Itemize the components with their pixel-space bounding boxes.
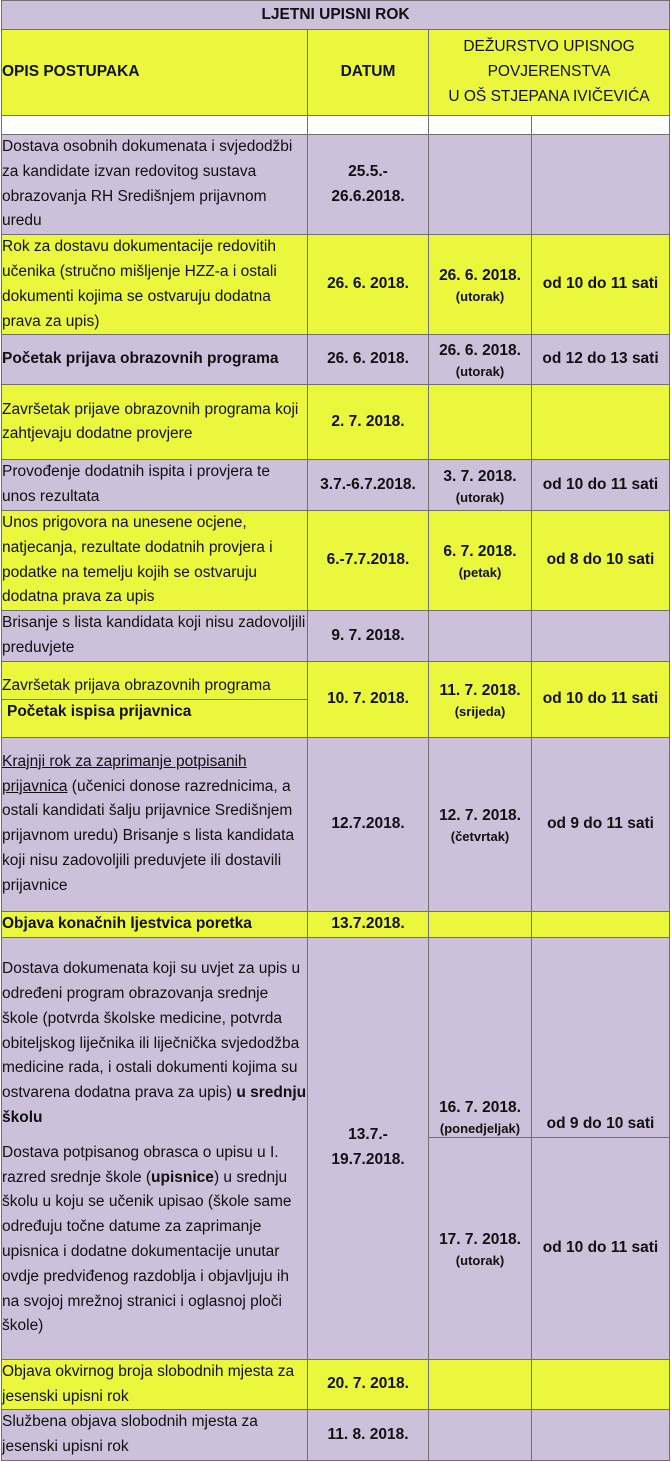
row-description: Unos prigovora na unesene ocjene, natjecanja, rezultate dodatnih provjera i podatke na temelju kojih se ostvaruju dodatna prava za upis [2, 510, 308, 610]
header-duty-line1: DEŽURSTVO UPISNOG [463, 38, 635, 56]
row-duty-date: 6. 7. 2018. (petak) [429, 510, 532, 610]
row-duty-time: od 9 do 11 sati [532, 737, 670, 911]
row-description: Provođenje dodatnih ispita i provjera te unos rezultata [2, 460, 308, 511]
row-duty-date [429, 1410, 532, 1461]
row-duty-day: (utorak) [455, 289, 505, 305]
header-duty-line2: POVJERENSTVA [487, 63, 611, 81]
row-date: 3.7.-6.7.2018. [308, 460, 429, 511]
row-duty-day: (srijeda) [454, 703, 506, 719]
table-row [2, 510, 670, 610]
row-description: Objava konačnih ljestvica poretka [2, 911, 308, 937]
row-date: 12.7.2018. [308, 737, 429, 911]
row-duty-time [532, 1359, 670, 1410]
row-duty-time: od 10 do 11 sati [532, 235, 670, 335]
table-row [2, 135, 670, 235]
table-row [2, 235, 670, 335]
row-date: 25.5.- 26.6.2018. [308, 135, 429, 235]
table-row [2, 661, 670, 737]
table-row [2, 385, 670, 460]
row-duty-date [429, 135, 532, 235]
header-datum: DATUM [308, 30, 429, 116]
row-duty-time: od 10 do 11 sati [532, 460, 670, 511]
row-description: Završetak prijava obrazovnih programa Početak ispisa prijavnica [2, 661, 308, 737]
table-title: LJETNI UPISNI ROK [2, 1, 670, 30]
row-description: Dostava dokumenata koji su uvjet za upis u određeni program obrazovanja srednje škole (potvrda školske medicine, potvrda obiteljskog liječnika ili liječnička svjedodžba medicine rada, i ostali dokumenti kojima su ostvarena dodatna prava za upis) u srednju školu Dostava potpisanog obrasca o upisu u I. razred srednje škole (upisnice) u srednju školu u koju se učenik upisao (škole same određuju točne datume za zaprimanje upisnica i dodatne dokumentacije unutar ovdje predviđenog razdoblja i objavljuju ih na svojoj mrežnoj stranici i oglasnoj ploči škole) [2, 937, 308, 1359]
row-duty-date: 11. 7. 2018. (srijeda) [429, 661, 532, 737]
row-duty-time: od 8 do 10 sati [532, 510, 670, 610]
table-row [2, 1359, 670, 1410]
row-duty-day: (utorak) [455, 1252, 505, 1268]
row-duty-time: od 12 do 13 sati [532, 335, 670, 385]
table-row [2, 335, 670, 385]
blank-row [2, 116, 670, 135]
row-description: Krajnji rok za zaprimanje potpisanih prijavnica (učenici donose razrednicima, a ostali kandidati šalju prijavnice Središnjem prijavnom uredu) Brisanje s lista kandidata koji nisu zadovoljili preduvjete ili dostavili prijavnice [2, 737, 308, 911]
title-row [2, 1, 670, 30]
table-row [2, 1410, 670, 1461]
row-description: Rok za dostavu dokumentacije redovitih učenika (stručno mišljenje HZZ-a i ostali dokumenti kojima se ostvaruju dodatna prava za upis) [2, 235, 308, 335]
row-duty-day: (utorak) [455, 364, 505, 380]
row-duty-time [532, 385, 670, 460]
enrollment-schedule-table [1, 0, 670, 1461]
row-date: 10. 7. 2018. [308, 661, 429, 737]
header-row [2, 30, 670, 116]
row-date: 2. 7. 2018. [308, 385, 429, 460]
header-duty-line3: U OŠ STJEPANA IVIČEVIĆA [448, 87, 650, 105]
row-duty-time: od 10 do 11 sati [532, 661, 670, 737]
row-duty-time: od 9 do 10 sati [532, 937, 670, 1137]
table-row [2, 737, 670, 911]
row-duty-day: (utorak) [455, 489, 505, 505]
header-opis: OPIS POSTUPAKA [2, 30, 308, 116]
table-row [2, 611, 670, 662]
row-description: Dostava osobnih dokumenata i svjedodžbi za kandidate izvan redovitog sustava obrazovanja RH Središnjem prijavnom uredu [2, 135, 308, 235]
row-duty-date [429, 1359, 532, 1410]
row-description: Brisanje s lista kandidata koji nisu zadovoljili preduvjete [2, 611, 308, 662]
row-description: Objava okvirnog broja slobodnih mjesta za jesenski upisni rok [2, 1359, 308, 1410]
row-date: 13.7.- 19.7.2018. [308, 937, 429, 1359]
table-row [2, 460, 670, 511]
table-row [2, 911, 670, 937]
row-duty-date [429, 911, 532, 937]
row-duty-date: 17. 7. 2018. (utorak) [429, 1137, 532, 1359]
row-description: Službena objava slobodnih mjesta za jesenski upisni rok [2, 1410, 308, 1461]
row-duty-time: od 10 do 11 sati [532, 1137, 670, 1359]
row-duty-day: (petak) [458, 564, 502, 580]
row-duty-time [532, 1410, 670, 1461]
row-duty-date: 26. 6. 2018. (utorak) [429, 335, 532, 385]
row-duty-date [429, 611, 532, 662]
row-description-sub: Početak ispisa prijavnica [2, 699, 307, 725]
row-description: Završetak prijave obrazovnih programa koji zahtjevaju dodatne provjere [2, 385, 308, 460]
row-date: 6.-7.7.2018. [308, 510, 429, 610]
row-duty-date: 16. 7. 2018. (ponedjeljak) [429, 937, 532, 1137]
row-duty-time [532, 135, 670, 235]
row-date: 9. 7. 2018. [308, 611, 429, 662]
row-date: 20. 7. 2018. [308, 1359, 429, 1410]
row-date: 13.7.2018. [308, 911, 429, 937]
row-date: 26. 6. 2018. [308, 235, 429, 335]
row-duty-day: (ponedjeljak) [439, 1120, 521, 1136]
row-description: Početak prijava obrazovnih programa [2, 335, 308, 385]
row-duty-date: 26. 6. 2018. (utorak) [429, 235, 532, 335]
header-duty [429, 30, 670, 116]
row-duty-date: 3. 7. 2018. (utorak) [429, 460, 532, 511]
row-duty-time [532, 911, 670, 937]
row-date: 11. 8. 2018. [308, 1410, 429, 1461]
row-date: 26. 6. 2018. [308, 335, 429, 385]
row-duty-day: (četvrtak) [450, 828, 510, 844]
row-duty-time [532, 611, 670, 662]
row-duty-date: 12. 7. 2018. (četvrtak) [429, 737, 532, 911]
row-duty-date [429, 385, 532, 460]
table-row [2, 937, 670, 1137]
